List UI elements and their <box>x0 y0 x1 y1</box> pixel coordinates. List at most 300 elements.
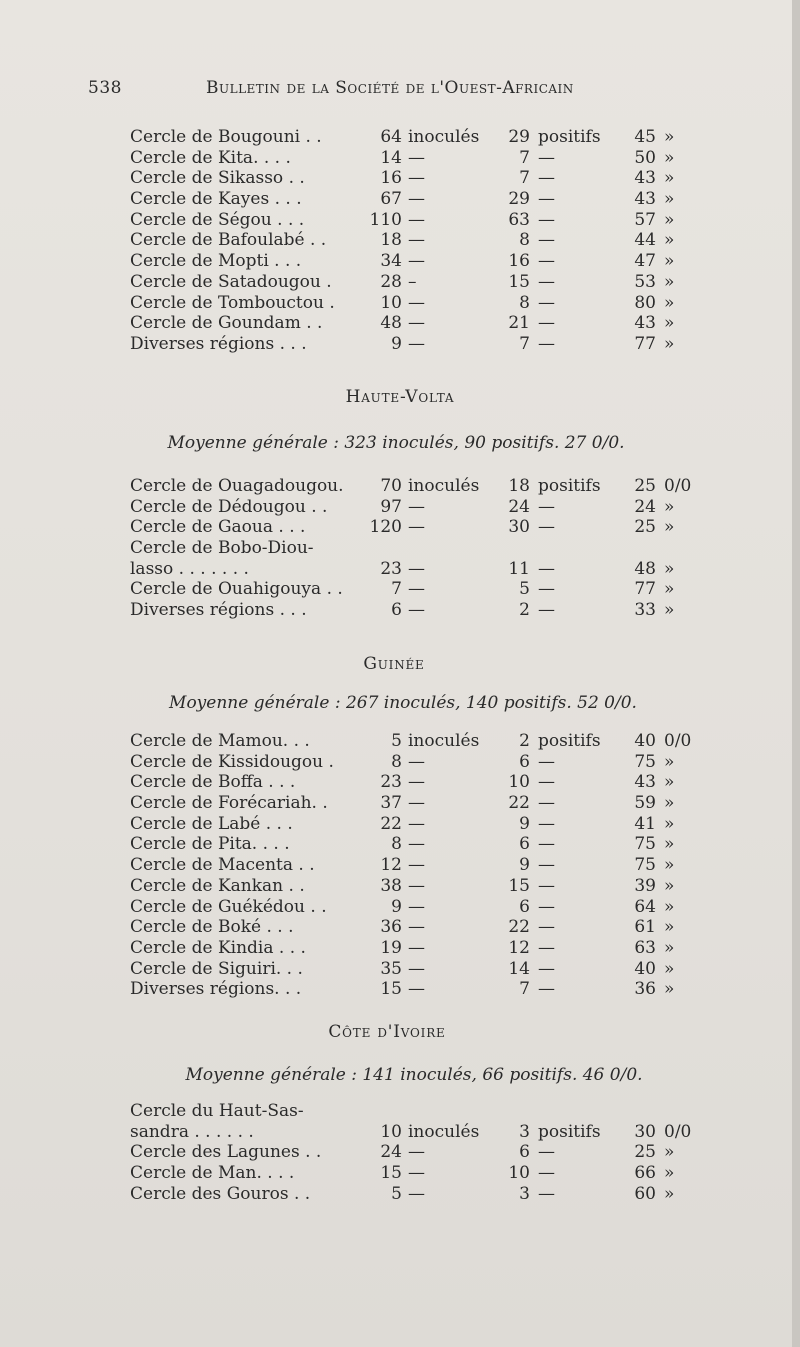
percentage-label: » <box>664 772 675 793</box>
positive-label: — <box>538 855 555 876</box>
cercle-name: Cercle de Kindia . . . <box>130 937 306 958</box>
positive-count: 7 <box>519 979 530 1000</box>
percentage-value: 43 <box>634 772 656 793</box>
cercle-name-cell <box>130 938 344 959</box>
cercle-name: Cercle de Goundam . . <box>130 313 323 334</box>
cercle-name-cell <box>130 230 344 251</box>
cercle-name-cell <box>130 834 344 855</box>
positive-label: — <box>538 292 555 313</box>
positive-count: 8 <box>519 230 530 251</box>
inoculated-count: 14 <box>380 147 402 168</box>
inoculated-label: — <box>408 292 425 313</box>
positive-label: — <box>538 834 555 855</box>
percentage-label: » <box>664 189 675 210</box>
positive-label: — <box>538 313 555 334</box>
table-row <box>130 579 710 600</box>
positive-label: — <box>538 517 555 538</box>
percentage-label: » <box>664 958 675 979</box>
table-row <box>130 1184 710 1205</box>
positive-label: — <box>538 168 555 189</box>
table-row <box>130 1163 710 1184</box>
table-guinee <box>130 731 710 1000</box>
positive-count: 8 <box>519 292 530 313</box>
inoculated-count: 9 <box>391 333 402 354</box>
percentage-label: » <box>664 558 675 579</box>
cercle-name: Cercle de Ségou . . . <box>130 209 305 230</box>
inoculated-label: — <box>408 834 425 855</box>
positive-label: — <box>538 333 555 354</box>
percentage-value: 25 <box>634 476 656 496</box>
percentage-value: 50 <box>634 147 656 168</box>
inoculated-label: — <box>408 496 425 517</box>
running-title: Bulletin de la Société de l'Ouest-Africain <box>206 78 574 98</box>
percentage-label: » <box>664 147 675 168</box>
inoculated-count: 36 <box>380 917 402 938</box>
cercle-name: Cercle de Labé . . . <box>130 813 293 834</box>
section-title-guinee: Guinée <box>363 654 425 674</box>
inoculated-label: — <box>408 813 425 834</box>
positive-count: 24 <box>508 496 530 517</box>
page-number: 538 <box>88 78 122 98</box>
table-row <box>130 917 710 938</box>
percentage-label: » <box>664 917 675 938</box>
positive-label: positifs <box>538 731 601 751</box>
table-row <box>130 600 710 621</box>
table-row <box>130 772 710 793</box>
percentage-label: » <box>664 251 675 272</box>
inoculated-count: 120 <box>369 517 402 538</box>
positive-label: — <box>538 1142 555 1163</box>
cercle-name: Cercle de Sikasso . . <box>130 168 305 189</box>
percentage-value: 39 <box>634 875 656 896</box>
inoculated-label: — <box>408 230 425 251</box>
table-row <box>130 938 710 959</box>
percentage-label: » <box>664 979 675 1000</box>
cercle-name: Cercle de Pita. . . . <box>130 834 290 855</box>
positive-count: 63 <box>508 209 530 230</box>
percentage-value: 77 <box>634 579 656 600</box>
cercle-name-cell <box>130 979 344 1000</box>
cercle-name-cell <box>130 538 344 579</box>
section-title-cote-ivoire: Côte d'Ivoire <box>328 1022 446 1042</box>
positive-count: 30 <box>508 517 530 538</box>
positive-label: — <box>538 937 555 958</box>
percentage-value: 77 <box>634 333 656 354</box>
positive-count: 29 <box>508 127 530 147</box>
cercle-name-continuation: lasso . . . . . . . <box>130 558 249 579</box>
cercle-name-cell <box>130 168 344 189</box>
inoculated-label: — <box>408 917 425 938</box>
inoculated-count: 97 <box>380 496 402 517</box>
positive-count: 9 <box>519 855 530 876</box>
inoculated-count: 8 <box>391 751 402 772</box>
percentage-value: 33 <box>634 600 656 621</box>
inoculated-label: — <box>408 1183 425 1204</box>
cercle-name: Cercle de Guékédou . . <box>130 896 327 917</box>
inoculated-label: — <box>408 251 425 272</box>
percentage-label: » <box>664 168 675 189</box>
percentage-value: 80 <box>634 292 656 313</box>
inoculated-label: — <box>408 937 425 958</box>
table-row <box>130 334 710 355</box>
cercle-name: Cercle de Mopti . . . <box>130 251 302 272</box>
percentage-value: 40 <box>634 958 656 979</box>
table-row <box>130 855 710 876</box>
inoculated-label: — <box>408 855 425 876</box>
inoculated-count: 37 <box>380 793 402 814</box>
table-row <box>130 272 710 293</box>
inoculated-count: 28 <box>380 271 402 292</box>
table-row <box>130 497 710 518</box>
table-row <box>130 251 710 272</box>
positive-count: 29 <box>508 189 530 210</box>
positive-count: 3 <box>519 1183 530 1204</box>
percentage-label: » <box>664 579 675 600</box>
inoculated-label: — <box>408 147 425 168</box>
inoculated-count: 7 <box>391 579 402 600</box>
cercle-name: Cercle de Bafoulabé . . <box>130 230 327 251</box>
table-row <box>130 793 710 814</box>
cercle-name: Cercle de Siguiri. . . <box>130 958 303 979</box>
inoculated-label: — <box>408 600 425 621</box>
cercle-name-cell <box>130 897 344 918</box>
percentage-value: 25 <box>634 517 656 538</box>
percentage-value: 64 <box>634 896 656 917</box>
inoculated-count: 15 <box>380 1163 402 1184</box>
positive-count: 18 <box>508 476 530 496</box>
percentage-label: » <box>664 751 675 772</box>
section-average-haute-volta: Moyenne générale : 323 inoculés, 90 positifs. 27 0/0. <box>167 433 625 453</box>
percentage-value: 41 <box>634 813 656 834</box>
table-row <box>130 313 710 334</box>
cercle-name-cell <box>130 1142 344 1163</box>
percentage-label: 0/0 <box>664 1121 692 1142</box>
cercle-name-cell <box>130 876 344 897</box>
table-row <box>130 168 710 189</box>
inoculated-label: — <box>408 875 425 896</box>
percentage-value: 24 <box>634 496 656 517</box>
table-cote-ivoire <box>130 1101 710 1204</box>
positive-label: — <box>538 600 555 621</box>
positive-count: 2 <box>519 731 530 751</box>
table-row <box>130 876 710 897</box>
positive-label: — <box>538 813 555 834</box>
table-row <box>130 1101 710 1142</box>
positive-label: — <box>538 875 555 896</box>
percentage-label: 0/0 <box>664 476 692 496</box>
percentage-value: 30 <box>634 1121 656 1142</box>
cercle-name: Cercle des Gouros . . <box>130 1183 311 1204</box>
cercle-name: Diverses régions. . . <box>130 979 302 1000</box>
percentage-value: 44 <box>634 230 656 251</box>
percentage-value: 43 <box>634 168 656 189</box>
cercle-name: Cercle de Kankan . . <box>130 875 305 896</box>
positive-count: 5 <box>519 579 530 600</box>
percentage-value: 60 <box>634 1183 656 1204</box>
cercle-name-cell <box>130 579 344 600</box>
positive-label: — <box>538 979 555 1000</box>
percentage-value: 36 <box>634 979 656 1000</box>
positive-count: 7 <box>519 168 530 189</box>
inoculated-count: 23 <box>380 558 402 579</box>
positive-label: — <box>538 751 555 772</box>
cercle-name-cell <box>130 476 344 497</box>
inoculated-count: 12 <box>380 855 402 876</box>
inoculated-label: — <box>408 793 425 814</box>
table-row <box>130 752 710 773</box>
inoculated-label: inoculés <box>408 731 480 751</box>
table-row <box>130 517 710 538</box>
percentage-value: 75 <box>634 751 656 772</box>
inoculated-count: 22 <box>380 813 402 834</box>
cercle-name-cell <box>130 517 344 538</box>
inoculated-count: 23 <box>380 772 402 793</box>
percentage-label: » <box>664 271 675 292</box>
cercle-name: Cercle de Kita. . . . <box>130 147 291 168</box>
cercle-name: Diverses régions . . . <box>130 333 307 354</box>
inoculated-label: — <box>408 517 425 538</box>
cercle-name: Cercle de Forécariah. . <box>130 793 328 814</box>
positive-count: 14 <box>508 958 530 979</box>
inoculated-label: — <box>408 1142 425 1163</box>
percentage-label: » <box>664 813 675 834</box>
percentage-label: » <box>664 834 675 855</box>
cercle-name: Cercle de Gaoua . . . <box>130 517 306 538</box>
percentage-label: » <box>664 313 675 334</box>
inoculated-label: — <box>408 958 425 979</box>
cercle-name-cell <box>130 959 344 980</box>
percentage-value: 53 <box>634 271 656 292</box>
cercle-name: Diverses régions . . . <box>130 600 307 621</box>
cercle-name-continuation: sandra . . . . . . <box>130 1121 254 1142</box>
positive-count: 7 <box>519 333 530 354</box>
positive-count: 2 <box>519 600 530 621</box>
cercle-name: Cercle de Tombouctou . <box>130 292 335 313</box>
positive-count: 15 <box>508 271 530 292</box>
table-row <box>130 189 710 210</box>
cercle-name-cell <box>130 1101 344 1142</box>
table-row <box>130 959 710 980</box>
inoculated-count: 10 <box>380 292 402 313</box>
inoculated-count: 34 <box>380 251 402 272</box>
inoculated-count: 70 <box>380 476 402 496</box>
table-soudan-continuation <box>130 127 710 355</box>
positive-label: — <box>538 209 555 230</box>
table-haute-volta <box>130 476 710 621</box>
table-row <box>130 834 710 855</box>
percentage-value: 59 <box>634 793 656 814</box>
percentage-label: » <box>664 333 675 354</box>
percentage-label: » <box>664 230 675 251</box>
positive-label: — <box>538 271 555 292</box>
cercle-name-cell <box>130 334 344 355</box>
percentage-value: 63 <box>634 937 656 958</box>
percentage-value: 43 <box>634 189 656 210</box>
positive-count: 21 <box>508 313 530 334</box>
percentage-value: 40 <box>634 731 656 751</box>
cercle-name-cell <box>130 272 344 293</box>
percentage-value: 75 <box>634 855 656 876</box>
inoculated-label: – <box>408 271 417 292</box>
inoculated-label: — <box>408 772 425 793</box>
positive-count: 6 <box>519 1142 530 1163</box>
percentage-label: » <box>664 896 675 917</box>
cercle-name-cell <box>130 1163 344 1184</box>
percentage-label: » <box>664 292 675 313</box>
inoculated-count: 15 <box>380 979 402 1000</box>
cercle-name-cell <box>130 127 344 148</box>
positive-label: — <box>538 558 555 579</box>
inoculated-count: 8 <box>391 834 402 855</box>
positive-label: positifs <box>538 476 601 496</box>
positive-count: 11 <box>508 558 530 579</box>
positive-label: — <box>538 579 555 600</box>
inoculated-label: inoculés <box>408 1121 480 1142</box>
table-row <box>130 538 710 579</box>
section-title-haute-volta: Haute-Volta <box>345 387 455 407</box>
percentage-label: » <box>664 855 675 876</box>
cercle-name-cell <box>130 855 344 876</box>
section-average-cote-ivoire: Moyenne générale : 141 inoculés, 66 positifs. 46 0/0. <box>185 1065 643 1085</box>
inoculated-label: — <box>408 979 425 1000</box>
positive-count: 10 <box>508 1163 530 1184</box>
positive-label: — <box>538 147 555 168</box>
positive-count: 6 <box>519 896 530 917</box>
cercle-name: Cercle de Man. . . . <box>130 1163 295 1184</box>
cercle-name: Cercle de Macenta . . <box>130 855 315 876</box>
cercle-name-cell <box>130 148 344 169</box>
inoculated-count: 6 <box>391 600 402 621</box>
cercle-name-cell <box>130 772 344 793</box>
inoculated-count: 10 <box>380 1121 402 1142</box>
table-row <box>130 210 710 231</box>
cercle-name-cell <box>130 293 344 314</box>
inoculated-label: inoculés <box>408 476 480 496</box>
cercle-name: Cercle de Kissidougou . <box>130 751 334 772</box>
positive-count: 12 <box>508 937 530 958</box>
cercle-name-cell <box>130 600 344 621</box>
positive-label: — <box>538 772 555 793</box>
inoculated-label: inoculés <box>408 127 480 147</box>
positive-count: 9 <box>519 813 530 834</box>
inoculated-label: — <box>408 896 425 917</box>
inoculated-count: 16 <box>380 168 402 189</box>
percentage-value: 45 <box>634 127 656 147</box>
percentage-label: » <box>664 496 675 517</box>
cercle-name: Cercle de Satadougou . <box>130 271 332 292</box>
inoculated-label: — <box>408 209 425 230</box>
table-row <box>130 897 710 918</box>
positive-count: 6 <box>519 751 530 772</box>
inoculated-count: 18 <box>380 230 402 251</box>
cercle-name: Cercle de Ouagadougou. <box>130 476 344 496</box>
percentage-value: 66 <box>634 1163 656 1184</box>
positive-count: 22 <box>508 793 530 814</box>
inoculated-count: 24 <box>380 1142 402 1163</box>
cercle-name-cell <box>130 210 344 231</box>
positive-count: 15 <box>508 875 530 896</box>
table-row <box>130 1142 710 1163</box>
percentage-value: 47 <box>634 251 656 272</box>
percentage-label: » <box>664 793 675 814</box>
inoculated-label: — <box>408 168 425 189</box>
cercle-name-cell <box>130 313 344 334</box>
positive-label: — <box>538 496 555 517</box>
inoculated-count: 48 <box>380 313 402 334</box>
inoculated-label: — <box>408 313 425 334</box>
positive-label: — <box>538 896 555 917</box>
inoculated-label: — <box>408 189 425 210</box>
percentage-label: » <box>664 127 675 147</box>
cercle-name: Cercle de Boké . . . <box>130 917 294 938</box>
inoculated-label: — <box>408 333 425 354</box>
positive-label: — <box>538 251 555 272</box>
positive-label: — <box>538 189 555 210</box>
positive-count: 10 <box>508 772 530 793</box>
percentage-label: » <box>664 1183 675 1204</box>
table-row <box>130 731 710 752</box>
inoculated-label: — <box>408 558 425 579</box>
percentage-label: » <box>664 875 675 896</box>
positive-count: 16 <box>508 251 530 272</box>
percentage-value: 75 <box>634 834 656 855</box>
percentage-value: 57 <box>634 209 656 230</box>
cercle-name-cell <box>130 497 344 518</box>
cercle-name-cell <box>130 917 344 938</box>
positive-label: positifs <box>538 1121 601 1142</box>
cercle-name: Cercle de Mamou. . . <box>130 731 310 751</box>
positive-count: 3 <box>519 1121 530 1142</box>
cercle-name-cell <box>130 814 344 835</box>
section-average-guinee: Moyenne générale : 267 inoculés, 140 positifs. 52 0/0. <box>169 693 637 713</box>
percentage-value: 43 <box>634 313 656 334</box>
positive-label: — <box>538 917 555 938</box>
positive-label: — <box>538 1183 555 1204</box>
cercle-name: Cercle de Dédougou . . <box>130 496 328 517</box>
positive-label: — <box>538 1163 555 1184</box>
cercle-name: Cercle de Bougouni . . <box>130 127 322 147</box>
percentage-label: » <box>664 937 675 958</box>
cercle-name: Cercle de Kayes . . . <box>130 189 302 210</box>
inoculated-count: 35 <box>380 958 402 979</box>
percentage-label: » <box>664 517 675 538</box>
percentage-value: 48 <box>634 558 656 579</box>
inoculated-label: — <box>408 579 425 600</box>
inoculated-label: — <box>408 1163 425 1184</box>
table-row <box>130 476 710 497</box>
positive-count: 6 <box>519 834 530 855</box>
positive-count: 7 <box>519 147 530 168</box>
percentage-label: » <box>664 1163 675 1184</box>
table-row <box>130 293 710 314</box>
inoculated-count: 67 <box>380 189 402 210</box>
table-row <box>130 230 710 251</box>
positive-label: — <box>538 230 555 251</box>
inoculated-count: 38 <box>380 875 402 896</box>
positive-label: positifs <box>538 127 601 147</box>
cercle-name: Cercle des Lagunes . . <box>130 1142 322 1163</box>
positive-label: — <box>538 793 555 814</box>
percentage-label: » <box>664 600 675 621</box>
inoculated-count: 5 <box>391 1183 402 1204</box>
inoculated-count: 110 <box>369 209 402 230</box>
inoculated-count: 9 <box>391 896 402 917</box>
inoculated-count: 5 <box>391 731 402 751</box>
cercle-name-cell <box>130 793 344 814</box>
cercle-name: Cercle du Haut-Sas- <box>130 1101 304 1121</box>
cercle-name-cell <box>130 189 344 210</box>
cercle-name: Cercle de Boffa . . . <box>130 772 296 793</box>
